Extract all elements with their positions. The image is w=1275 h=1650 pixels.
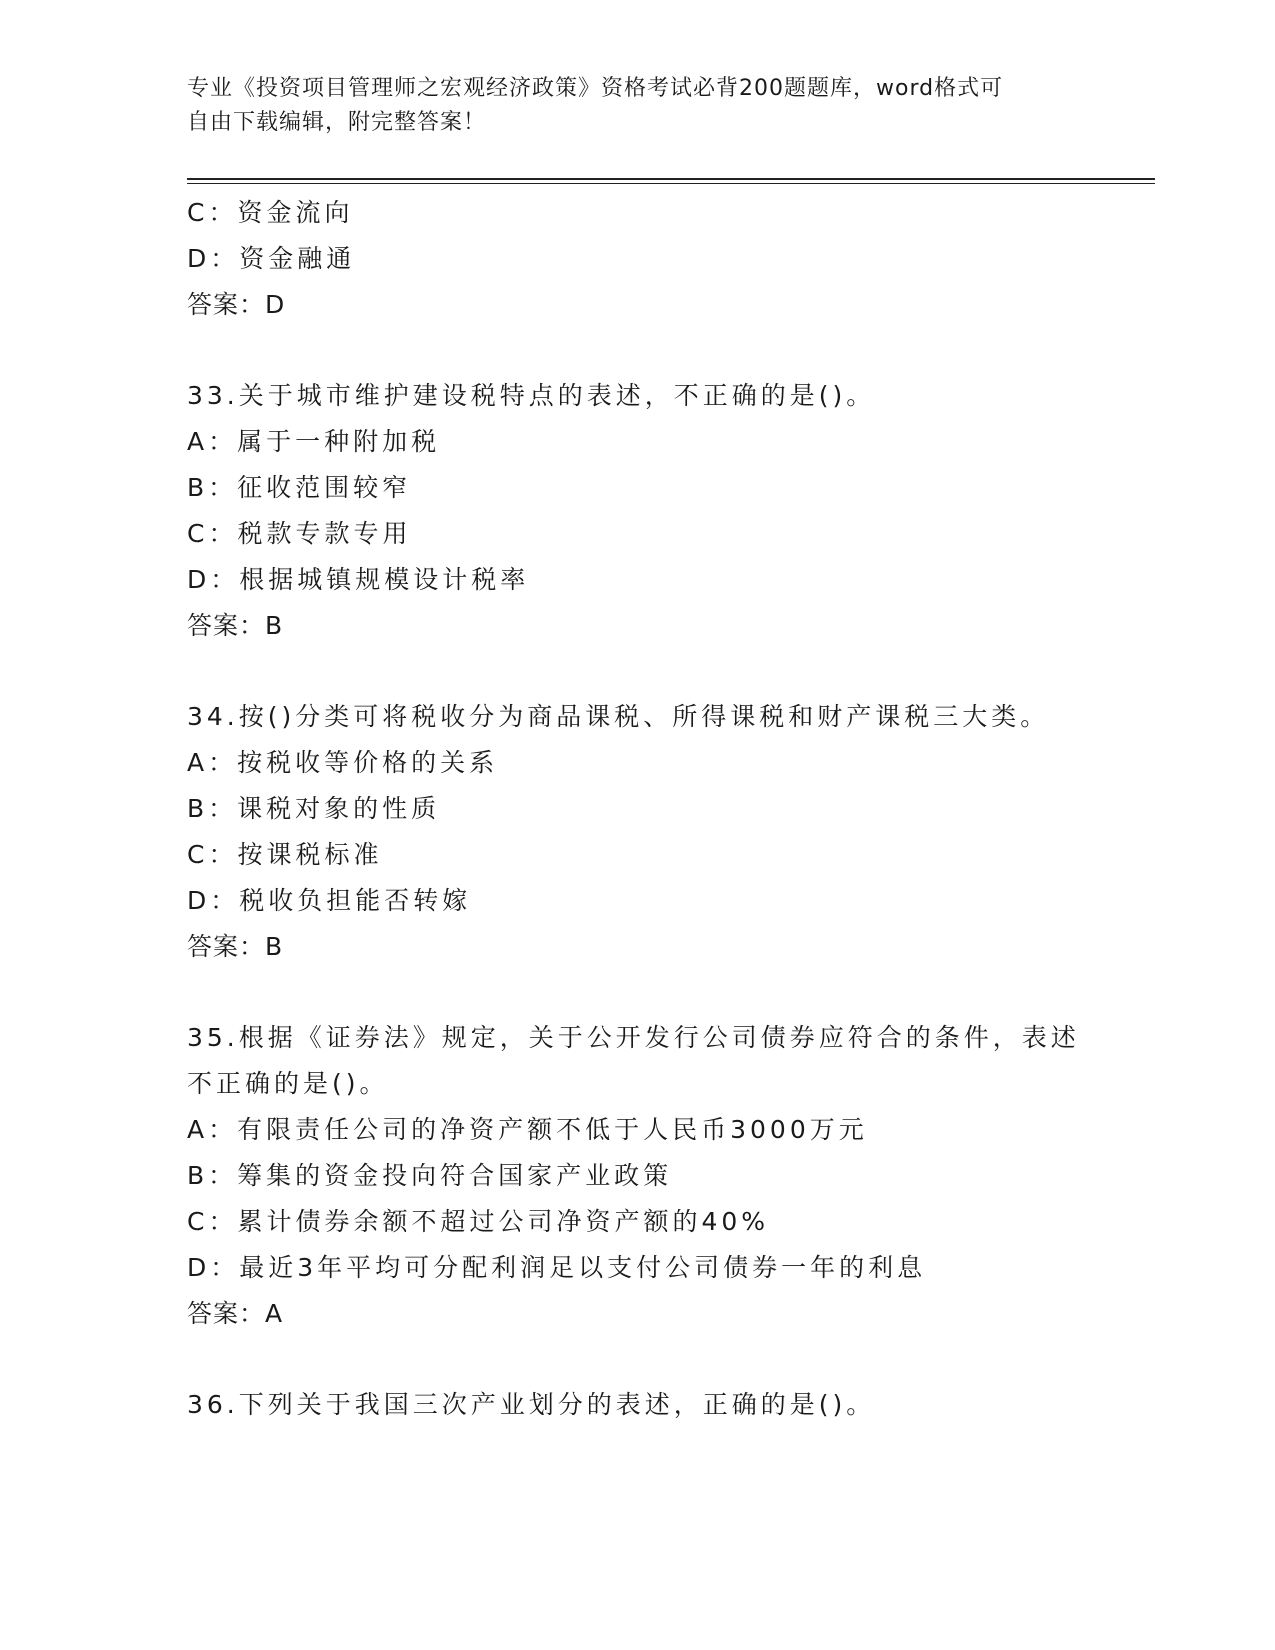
question-text: 36.下列关于我国三次产业划分的表述，正确的是()。 [187,1390,876,1419]
option-b: B：征收范围较窄 [187,473,412,502]
option-d: D：资金融通 [187,244,356,273]
spacer [187,649,1087,694]
option-d: D：根据城镇规模设计税率 [187,565,530,594]
question-block-33 [187,373,1087,649]
question-block-36 [187,1382,1087,1428]
answer-line: 答案：D [187,290,286,319]
option-b: B：筹集的资金投向符合国家产业政策 [187,1161,673,1190]
option-d: D：税收负担能否转嫁 [187,886,472,915]
spacer [187,970,1087,1015]
option-c: C：税款专款专用 [187,519,412,548]
header-line-1: 专业《投资项目管理师之宏观经济政策》资格考试必背200题题库，word格式可 [187,76,1004,101]
question-text: 34.按()分类可将税收分为商品课税、所得课税和财产课税三大类。 [187,702,1050,731]
answer-line: 答案：A [187,1299,284,1328]
question-block-35 [187,1015,1087,1337]
question-block-34 [187,694,1087,970]
option-c: C：按课税标准 [187,840,383,869]
option-a: A：按税收等价格的关系 [187,748,499,777]
option-a: A：有限责任公司的净资产额不低于人民币3000万元 [187,1115,868,1144]
spacer [187,1337,1087,1382]
answer-line: 答案：B [187,932,284,961]
spacer [187,328,1087,373]
header-line-2: 自由下载编辑，附完整答案！ [187,110,487,135]
document-header [187,72,1067,140]
option-c: C：累计债券余额不超过公司净资产额的40% [187,1207,770,1236]
option-a: A：属于一种附加税 [187,427,441,456]
question-text: 35.根据《证券法》规定，关于公开发行公司债券应符合的条件，表述不正确的是()。 [187,1023,1080,1098]
question-list [187,190,1087,1428]
option-d: D：最近3年平均可分配利润足以支付公司债券一年的利息 [187,1253,927,1282]
question-text: 33.关于城市维护建设税特点的表述，不正确的是()。 [187,381,876,410]
question-block-32-continued [187,190,1087,328]
option-c: C：资金流向 [187,198,354,227]
header-divider-thick [187,178,1155,180]
header-divider-thin [187,183,1155,184]
option-b: B：课税对象的性质 [187,794,441,823]
answer-line: 答案：B [187,611,284,640]
